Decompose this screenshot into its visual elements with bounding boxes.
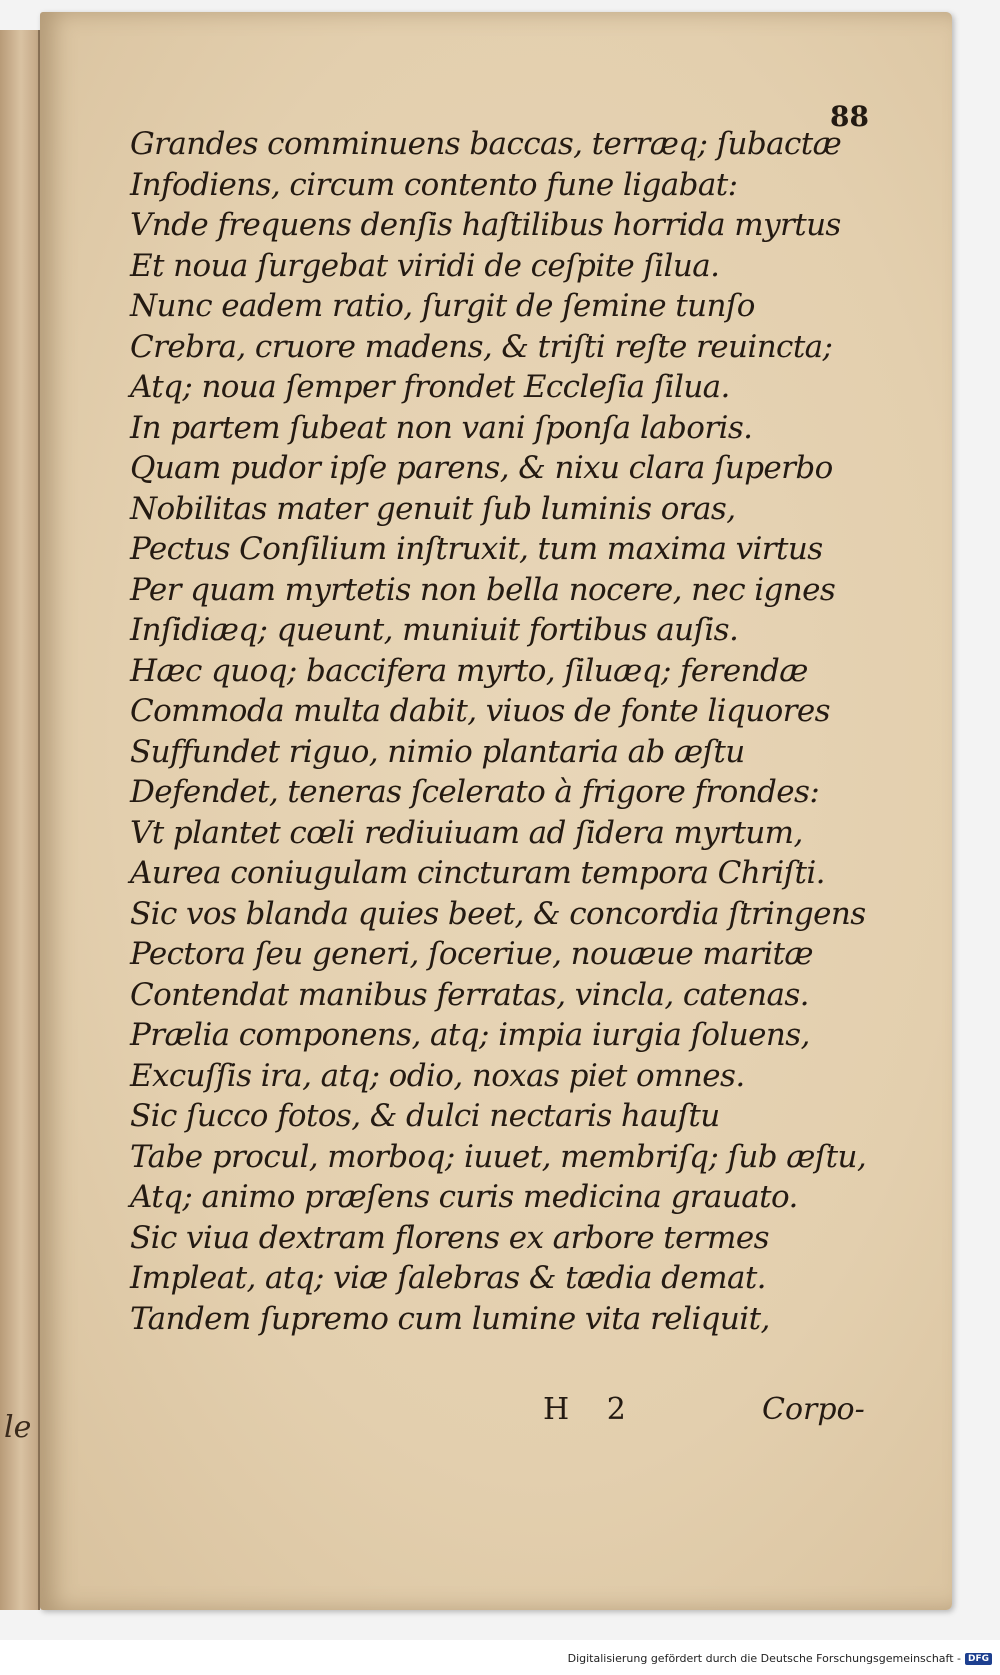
digitization-credit xyxy=(568,1652,992,1665)
verse-line: Vnde frequens denſis haſtilibus horrida myrtus xyxy=(130,207,841,243)
signature-mark: H 2 xyxy=(543,1392,640,1427)
verse-line: Pectora ſeu generi, ſoceriue, nouæue maritæ xyxy=(130,936,813,972)
verse-line: Inſidiæq; queunt, muniuit fortibus auſis. xyxy=(130,612,739,648)
verse-line: Prælia componens, atq; impia iurgia ſoluens, xyxy=(130,1017,810,1053)
verse-line: Infodiens, circum contento fune ligabat: xyxy=(130,166,738,203)
verse-line: Atq; noua ſemper frondet Eccleſia ſilua. xyxy=(130,369,730,405)
verse-line: Quam pudor ipſe parens, & nixu clara ſuperbo xyxy=(130,450,833,486)
facing-page-fragment: le xyxy=(4,1410,32,1445)
dfg-logo-icon: DFG xyxy=(965,1653,992,1665)
book-page xyxy=(40,12,952,1610)
verse-line: Hæc quoq; baccifera myrto, ſiluæq; ferendæ xyxy=(130,652,808,689)
verse-line: Aurea coniugulam cincturam tempora Chriſti. xyxy=(130,855,825,891)
facing-page-edge xyxy=(0,30,40,1610)
verse-line: Nunc eadem ratio, ſurgit de ſemine tunſo xyxy=(130,288,755,324)
verse-line: Crebra, cruore madens, & triſti reſte reuincta; xyxy=(130,328,833,365)
verse-line: Contendat manibus ferratas, vincla, catenas. xyxy=(130,976,809,1013)
verse-line: Vt plantet cœli rediuiuam ad ſidera myrtum, xyxy=(130,814,803,851)
verse-line: Excuſſis ira, atq; odio, noxas piet omnes. xyxy=(130,1057,745,1094)
verse-line: Nobilitas mater genuit ſub luminis oras, xyxy=(130,490,736,527)
verse-line: Impleat, atq; viæ ſalebras & tædia demat. xyxy=(130,1260,766,1296)
verse-line: Per quam myrtetis non bella nocere, nec ignes xyxy=(130,571,836,608)
credit-text: Digitalisierung gefördert durch die Deutsche Forschungsgemeinschaft - xyxy=(567,1652,961,1665)
verse-line: Tabe procul, morboq; iuuet, membriſq; ſub æſtu, xyxy=(130,1138,867,1175)
verse-line: Grandes comminuens baccas, terræq; ſubactæ xyxy=(130,126,842,162)
verse-line: Commoda multa dabit, viuos de fonte liquores xyxy=(130,693,830,729)
verse-line: Sic vos blanda quies beet, & concordia ſtringens xyxy=(130,895,866,932)
verse-line: Pectus Conſilium inſtruxit, tum maxima virtus xyxy=(130,531,823,567)
verse-line: Suffundet riguo, nimio plantaria ab æſtu xyxy=(130,733,745,770)
verse-line: Sic ſucco fotos, & dulci nectaris hauſtu xyxy=(130,1098,720,1134)
verse-line: Sic viua dextram florens ex arbore termes xyxy=(130,1219,769,1256)
verse-line: Atq; animo præſens curis medicina grauato. xyxy=(130,1179,798,1215)
page-number: 88 xyxy=(830,100,869,133)
verse-line: Tandem ſupremo cum lumine vita reliquit, xyxy=(130,1300,770,1337)
verse-text xyxy=(130,124,920,1339)
verse-line: Et noua ſurgebat viridi de ceſpite ſilua. xyxy=(130,247,720,284)
catchword: Corpo- xyxy=(762,1392,865,1427)
verse-line: Defendet, teneras ſcelerato à frigore frondes: xyxy=(130,774,820,810)
verse-line: In partem ſubeat non vani ſponſa laboris. xyxy=(130,409,753,446)
